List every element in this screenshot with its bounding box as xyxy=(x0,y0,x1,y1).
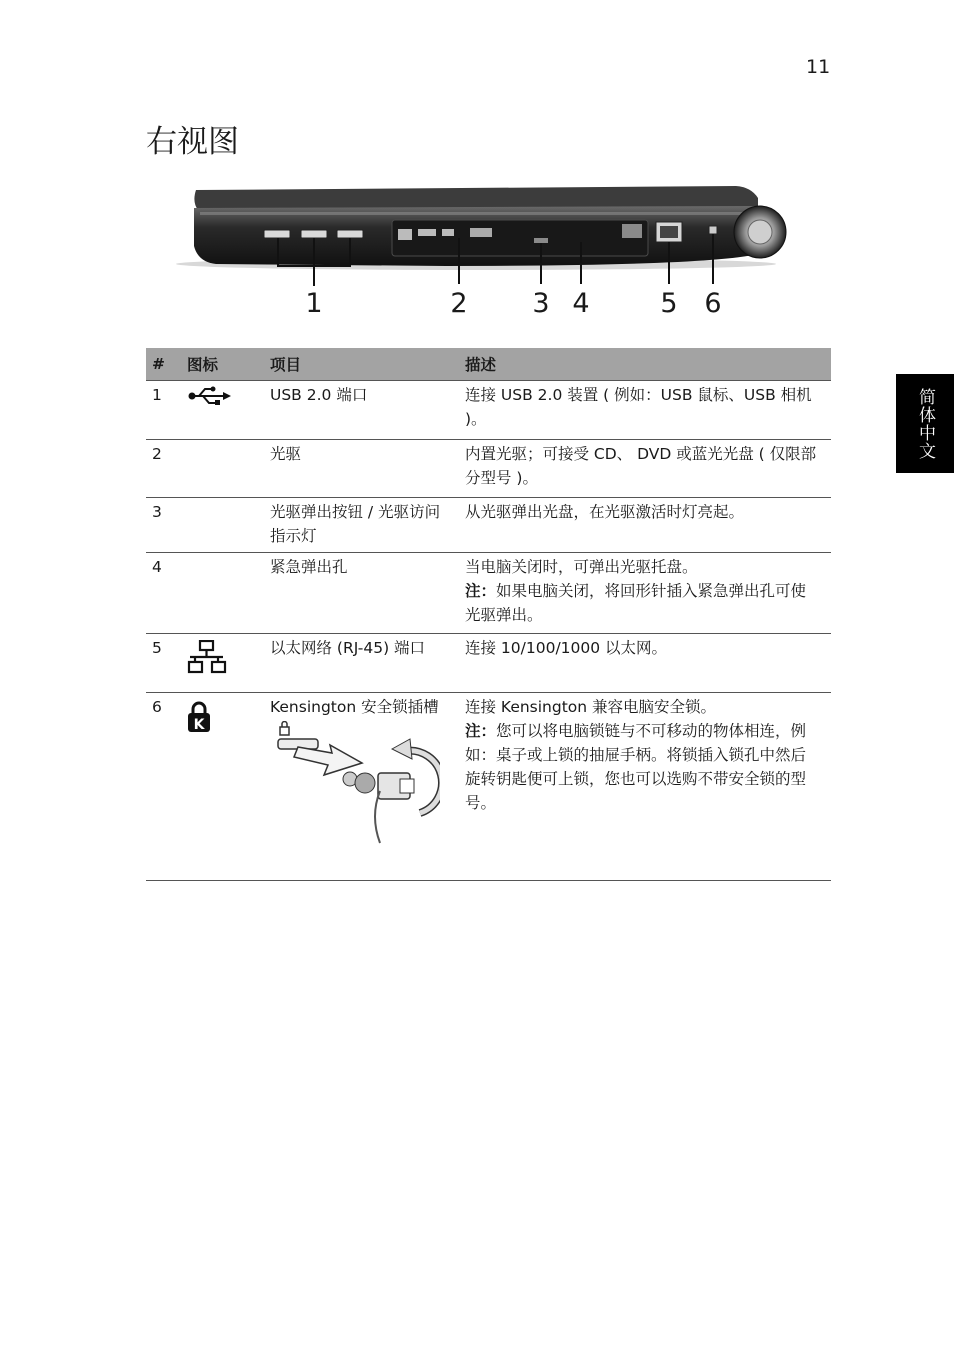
table-row xyxy=(146,497,831,552)
row-note: 您可以将电脑锁链与不可移动的物体相连，例如：桌子或上锁的抽屉手柄。将锁插入锁孔中然后旋转钥匙便可上锁，您也可以选购不带安全锁的型号。 xyxy=(465,722,807,812)
row-num: 3 xyxy=(152,503,162,521)
drive-logo-3 xyxy=(442,229,454,236)
row-desc: 连接 10/100/1000 以太网。 xyxy=(465,639,668,657)
callout-4: 4 xyxy=(572,288,590,319)
page-title: 右视图 xyxy=(146,124,239,160)
row-item: 以太网络 (RJ-45) 端口 xyxy=(270,639,426,657)
usb-port-2 xyxy=(301,230,327,238)
spec-table xyxy=(146,348,831,881)
row-desc: 连接 USB 2.0 装置 ( 例如：USB 鼠标、USB 相机 )。 xyxy=(465,386,812,428)
drive-logo-4 xyxy=(470,228,492,237)
lock-illustration xyxy=(270,721,440,846)
row-desc: 当电脑关闭时，可弹出光驱托盘。 xyxy=(465,558,698,576)
kensington-lock-icon xyxy=(187,701,211,733)
ethernet-icon xyxy=(187,640,227,674)
header-desc: 描述 xyxy=(465,356,497,374)
usb-port-1 xyxy=(264,230,290,238)
row-item: 紧急弹出孔 xyxy=(270,558,348,576)
note-label: 注： xyxy=(465,722,497,740)
drive-logo-5 xyxy=(622,224,642,238)
drive-eject-button xyxy=(534,238,548,243)
header-icon: 图标 xyxy=(187,356,219,374)
row-num: 2 xyxy=(152,445,162,463)
table-row xyxy=(146,552,831,633)
row-num: 4 xyxy=(152,558,162,576)
callout-1: 1 xyxy=(305,288,323,319)
optical-drive xyxy=(392,220,648,256)
row-num: 5 xyxy=(152,639,162,657)
table-row xyxy=(146,633,831,692)
drive-logo-2 xyxy=(418,229,436,236)
table-header xyxy=(146,348,831,380)
laptop-body-highlight xyxy=(200,212,750,215)
row-item: 光驱 xyxy=(270,445,302,463)
callout-5: 5 xyxy=(660,288,678,319)
svg-text:K: K xyxy=(193,717,205,733)
row-item: USB 2.0 端口 xyxy=(270,386,368,404)
language-tab: 简体中文 xyxy=(896,374,954,473)
row-num: 6 xyxy=(152,698,162,716)
row-desc: 内置光驱；可接受 CD、 DVD 或蓝光光盘 ( 仅限部分型号 )。 xyxy=(465,445,817,487)
laptop-right-side-diagram xyxy=(146,176,830,324)
note-label: 注： xyxy=(465,582,497,600)
row-num: 1 xyxy=(152,386,162,404)
row-note: 如果电脑关闭，将回形针插入紧急弹出孔可使光驱弹出。 xyxy=(465,582,807,624)
kensington-slot xyxy=(709,226,717,234)
row-item: 光驱弹出按钮 / 光驱访问指示灯 xyxy=(270,503,441,545)
header-num: # xyxy=(152,355,165,373)
table-row xyxy=(146,380,831,439)
table-row xyxy=(146,692,831,881)
callout-3: 3 xyxy=(532,288,550,319)
usb-icon xyxy=(187,386,231,406)
table-row xyxy=(146,439,831,497)
page-number: 11 xyxy=(806,56,831,78)
row-item: Kensington 安全锁插槽 xyxy=(270,698,439,716)
header-item: 项目 xyxy=(270,356,302,374)
row-desc: 从光驱弹出光盘，在光驱激活时灯亮起。 xyxy=(465,503,745,521)
usb-port-3 xyxy=(337,230,363,238)
callout-6: 6 xyxy=(704,288,722,319)
row-desc: 连接 Kensington 兼容电脑安全锁。 xyxy=(465,698,717,716)
callout-2: 2 xyxy=(450,288,468,319)
drive-logo-1 xyxy=(398,229,412,240)
